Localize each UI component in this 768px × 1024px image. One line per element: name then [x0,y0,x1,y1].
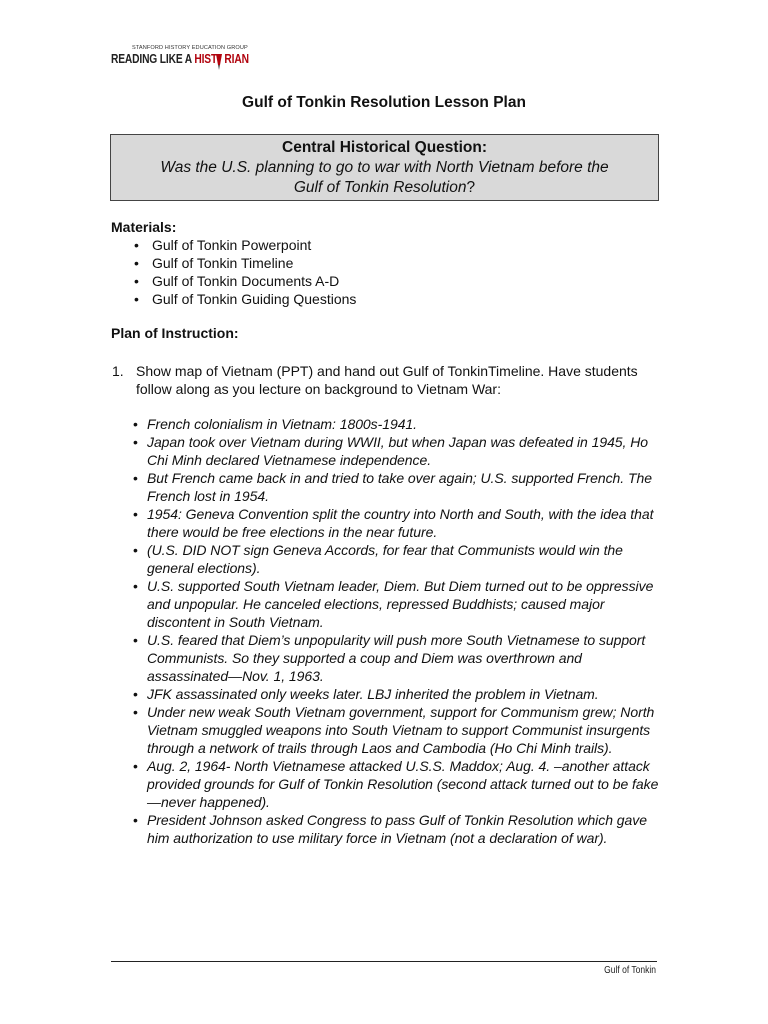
plan-heading: Plan of Instruction: [111,325,239,341]
bullet-text: Japan took over Vietnam during WWII, but when Japan was defeated in 1945, Ho Chi Minh declared Vietnamese independence. [147,434,649,468]
logo-wordmark-hist: HIST [194,52,218,66]
list-item [133,631,663,685]
footer-divider [111,961,657,962]
bullet-icon: • [134,291,139,307]
bullet-text: French colonialism in Vietnam: 1800s-1941. [147,416,418,432]
bullet-icon: • [133,686,138,702]
logo-wordmark [111,52,249,66]
background-bullets [133,415,663,847]
central-question-mark: ? [466,179,476,196]
bullet-text: U.S. feared that Diem’s unpopularity will push more South Vietnamese to support Communists. So they supported a coup and Diem was overthrown and assassinated—Nov. 1, 1963. [147,632,646,684]
list-item [133,703,663,757]
list-item [133,577,663,631]
materials-heading: Materials: [111,219,177,235]
list-item [133,811,663,847]
materials-item-text: Gulf of Tonkin Documents A-D [152,273,340,289]
footer-text: Gulf of Tonkin [604,965,656,976]
bullet-icon: • [134,273,139,289]
bullet-icon: • [133,470,138,486]
instruction-step-1 [112,362,652,398]
bullet-icon: • [133,542,138,558]
list-item [133,757,663,811]
logo-org-name: STANFORD HISTORY EDUCATION GROUP [132,45,248,51]
bullet-icon: • [134,237,139,253]
materials-item-text: Gulf of Tonkin Powerpoint [152,237,312,253]
list-item [134,272,356,290]
bullet-icon: • [133,434,138,450]
list-item [133,685,663,703]
materials-item-text: Gulf of Tonkin Timeline [152,255,294,271]
central-question-line2 [111,178,658,198]
central-question-line2-text: Gulf of Tonkin Resolution [293,179,467,196]
list-item [133,541,663,577]
logo-wordmark-suffix: RIAN [224,52,249,66]
bullet-text: But French came back in and tried to take over again; U.S. supported French. The French lost in 1954. [147,470,652,504]
bullet-icon: • [133,704,138,720]
step-number: 1. [112,363,124,379]
materials-list [134,236,356,308]
list-item [134,236,356,254]
bullet-text: (U.S. DID NOT sign Geneva Accords, for fear that Communists would win the general elections). [147,542,623,576]
bullet-text: U.S. supported South Vietnam leader, Diem. But Diem turned out to be oppressive and unpopular. He canceled elections, repressed Buddhists; caused major discontent in South Vietnam. [147,578,654,630]
bullet-icon: • [133,632,138,648]
bullet-icon: • [133,578,138,594]
bullet-text: President Johnson asked Congress to pass Gulf of Tonkin Resolution which gave him authorization to use military force in Vietnam (not a declaration of war). [147,812,647,846]
list-item [133,415,663,433]
bullet-icon: • [133,812,138,828]
bullet-icon: • [133,416,138,432]
central-question-box [110,134,659,201]
list-item [134,254,356,272]
page-title: Gulf of Tonkin Resolution Lesson Plan [242,94,526,111]
central-question-heading: Central Historical Question: [282,139,487,156]
pen-nib-icon [213,53,225,71]
list-item [133,505,663,541]
materials-item-text: Gulf of Tonkin Guiding Questions [152,291,357,307]
step-text: Show map of Vietnam (PPT) and hand out Gulf of TonkinTimeline. Have students follow along as you lecture on background to Vietnam War: [136,363,638,397]
bullet-text: Under new weak South Vietnam government, support for Communism grew; North Vietnam smuggled weapons into South Vietnam to support Communist insurgents through a network of trails through Laos and Cambodia (Ho Chi Minh trails). [147,704,655,756]
list-item [133,469,663,505]
list-item [133,433,663,469]
bullet-text: 1954: Geneva Convention split the country into North and South, with the idea that there would be free elections in the near future. [147,506,654,540]
bullet-text: JFK assassinated only weeks later. LBJ inherited the problem in Vietnam. [147,686,599,702]
bullet-icon: • [133,506,138,522]
bullet-text: Aug. 2, 1964- North Vietnamese attacked U.S.S. Maddox; Aug. 4. –another attack provided grounds for Gulf of Tonkin Resolution (second attack turned out to be fake—never happened). [147,758,659,810]
bullet-icon: • [134,255,139,271]
list-item [134,290,356,308]
logo-wordmark-prefix: READING LIKE A [111,52,195,66]
central-question-line1: Was the U.S. planning to go to war with North Vietnam before the [160,159,609,176]
sheg-logo [111,44,279,66]
bullet-icon: • [133,758,138,774]
